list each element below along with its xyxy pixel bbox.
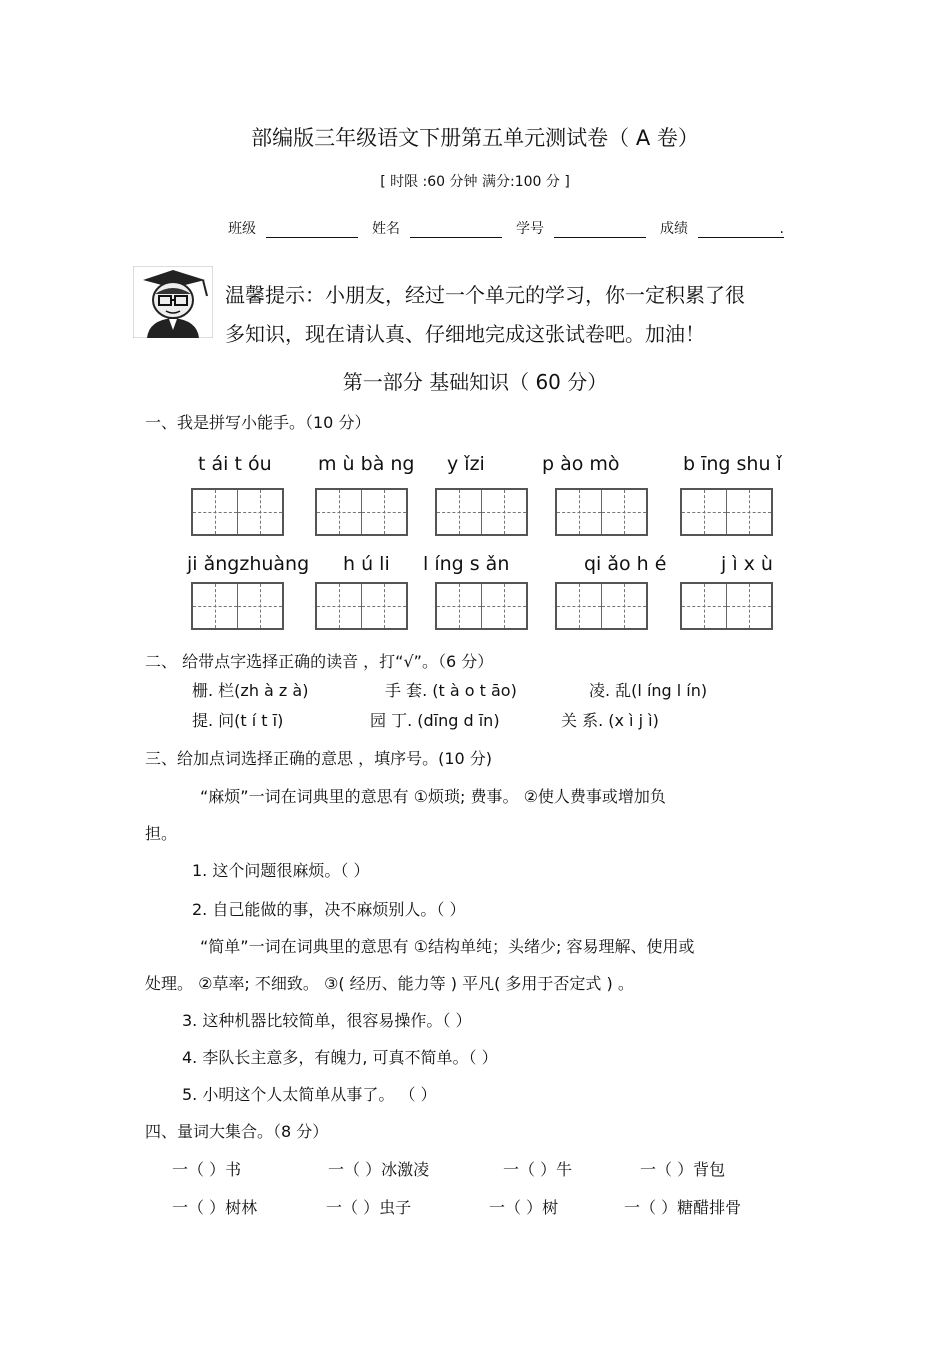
fill-line[interactable] bbox=[266, 221, 358, 238]
writing-grid[interactable] bbox=[680, 582, 773, 630]
pinyin-6: ji ǎngzhuàng bbox=[187, 553, 310, 575]
field-label: 成绩 bbox=[660, 221, 688, 237]
writing-grid[interactable] bbox=[555, 582, 648, 630]
q2-heading: 二、 给带点字选择正确的读音 ，打“√”。（6 分） bbox=[145, 652, 494, 671]
hint-line: 温馨提示：小朋友，经过一个单元的学习，你一定积累了很 bbox=[225, 283, 745, 307]
student-info-fields bbox=[228, 218, 798, 238]
q3-sentence: 2. 自己能做的事，决不麻烦别人。（ ） bbox=[192, 900, 466, 919]
pinyin-8: l íng s ǎn bbox=[423, 553, 510, 575]
hint-line: 多知识，现在请认真、仔细地完成这张试卷吧。加油！ bbox=[225, 322, 705, 346]
q3-definition: 处理。 ②草率; 不细致。 ③( 经历、能力等 ) 平凡( 多用于否定式 ) 。 bbox=[145, 974, 634, 993]
measure-word-item: 一（ ）树 bbox=[489, 1198, 559, 1217]
writing-grid[interactable] bbox=[315, 488, 408, 536]
measure-word-item: 一（ ）牛 bbox=[503, 1160, 573, 1179]
writing-grid[interactable] bbox=[435, 488, 528, 536]
q3-heading: 三、给加点词选择正确的意思 ，填序号。(10 分) bbox=[145, 749, 493, 768]
field-class bbox=[228, 218, 358, 238]
writing-grid[interactable] bbox=[555, 488, 648, 536]
measure-word-item: 一（ ）冰激凌 bbox=[328, 1160, 430, 1179]
q2-item: 手 套. (t à o t āo) bbox=[385, 681, 517, 700]
q3-definition: 担。 bbox=[145, 824, 178, 843]
q3-sentence: 1. 这个问题很麻烦。（ ） bbox=[192, 861, 370, 880]
pinyin-5: b īng shu ǐ bbox=[683, 453, 782, 475]
q3-definition: “简单”一词在词典里的意思有 ①结构单纯；头绪少; 容易理解、使用或 bbox=[200, 937, 695, 956]
pinyin-2: m ù bà ng bbox=[318, 453, 415, 475]
measure-word-item: 一（ ）糖醋排骨 bbox=[624, 1198, 742, 1217]
pinyin-1: t ái t óu bbox=[198, 453, 272, 475]
q2-item: 凌. 乱(l íng l ín) bbox=[589, 681, 708, 700]
q2-item: 提. 问(t í t ī) bbox=[192, 711, 284, 730]
fill-line[interactable] bbox=[410, 221, 502, 238]
field-student-no bbox=[516, 218, 646, 238]
q3-definition: “麻烦”一词在词典里的意思有 ①烦琐; 费事。 ②使人费事或增加负 bbox=[200, 787, 666, 806]
q2-item: 园 丁. (dīng d īn) bbox=[370, 711, 500, 730]
fill-line[interactable]: . bbox=[698, 221, 784, 238]
q3-sentence: 3. 这种机器比较简单，很容易操作。（ ） bbox=[182, 1011, 472, 1030]
q3-sentence: 4. 李队长主意多，有魄力, 可真不简单。（ ） bbox=[182, 1048, 498, 1067]
pinyin-4: p ào mò bbox=[542, 453, 620, 475]
q4-heading: 四、量词大集合。（8 分） bbox=[145, 1122, 329, 1141]
q2-item: 栅. 栏(zh à z à) bbox=[192, 681, 309, 700]
writing-grid[interactable] bbox=[680, 488, 773, 536]
page-title: 部编版三年级语文下册第五单元测试卷（ A 卷） bbox=[251, 126, 699, 150]
field-score bbox=[660, 218, 784, 238]
measure-word-item: 一（ ）书 bbox=[172, 1160, 242, 1179]
exam-meta: [ 时限 :60 分钟 满分:100 分 ] bbox=[380, 174, 570, 190]
pinyin-10: j ì x ù bbox=[721, 553, 773, 575]
writing-grid[interactable] bbox=[191, 582, 284, 630]
fill-line[interactable] bbox=[554, 221, 646, 238]
field-name bbox=[372, 218, 502, 238]
part-heading: 第一部分 基础知识（ 60 分） bbox=[342, 370, 608, 394]
q2-item: 关 系. (x ì j ì) bbox=[561, 711, 659, 730]
measure-word-item: 一（ ）树林 bbox=[172, 1198, 258, 1217]
writing-grid[interactable] bbox=[435, 582, 528, 630]
hint-text bbox=[225, 276, 785, 354]
measure-word-item: 一（ ）背包 bbox=[640, 1160, 726, 1179]
writing-grid[interactable] bbox=[191, 488, 284, 536]
writing-grid[interactable] bbox=[315, 582, 408, 630]
field-label: 学号 bbox=[516, 221, 544, 237]
pinyin-9: qi ǎo h é bbox=[584, 553, 667, 575]
q3-sentence: 5. 小明这个人太简单从事了。 （ ） bbox=[182, 1085, 437, 1104]
pinyin-3: y ǐzi bbox=[447, 453, 485, 475]
pinyin-7: h ú li bbox=[343, 553, 390, 575]
field-label: 班级 bbox=[228, 221, 256, 237]
field-label: 姓名 bbox=[372, 221, 400, 237]
q1-heading: 一、我是拼写小能手。（10 分） bbox=[145, 413, 371, 432]
doctor-cartoon-icon bbox=[133, 266, 213, 338]
measure-word-item: 一（ ）虫子 bbox=[326, 1198, 412, 1217]
